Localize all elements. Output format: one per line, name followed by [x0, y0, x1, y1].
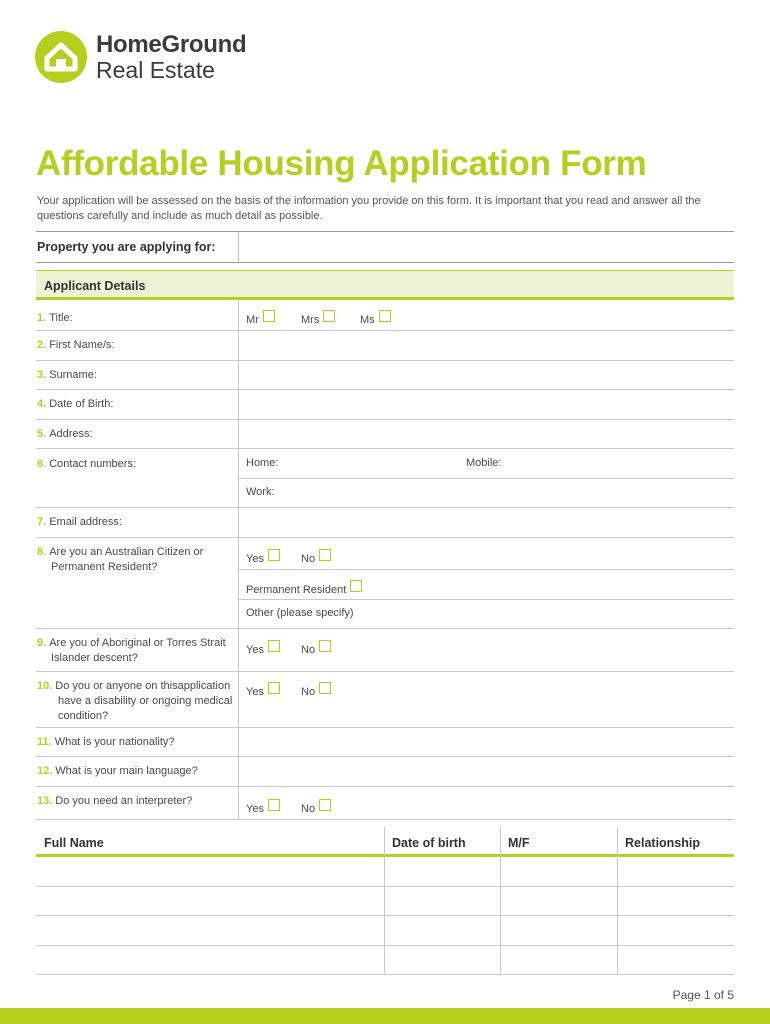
address-field[interactable]: [238, 420, 734, 449]
col-full-name: Full Name: [44, 836, 104, 850]
contact-numbers-fields: [238, 449, 734, 507]
label-interpreter: 13. Do you need an interpreter?: [37, 794, 193, 807]
interpreter-no-checkbox[interactable]: [319, 799, 331, 811]
home-phone-field[interactable]: Home:: [246, 457, 279, 469]
disability-options: [238, 672, 734, 727]
row-email: [36, 508, 734, 538]
brand-name: HomeGround: [96, 31, 247, 58]
first-name-field[interactable]: [238, 331, 734, 360]
citizenship-options: [238, 538, 734, 628]
label-aboriginal: 9. Are you of Aboriginal or Torres Strait Islander descent?: [37, 636, 226, 664]
mrs-checkbox[interactable]: [323, 310, 335, 322]
interpreter-yes-checkbox[interactable]: [268, 799, 280, 811]
household-members-table: [36, 827, 734, 975]
aboriginal-no: No: [301, 640, 331, 656]
label-main-language: 12. What is your main language?: [37, 765, 198, 777]
permanent-resident-row: [239, 570, 734, 600]
citizen-no-checkbox[interactable]: [319, 549, 331, 561]
label-surname: 3. Surname:: [37, 368, 97, 381]
permanent-resident-option: Permanent Resident: [246, 580, 362, 596]
date-of-birth-field[interactable]: [238, 390, 734, 419]
disability-no-checkbox[interactable]: [319, 682, 331, 694]
label-email: 7. Email address:: [37, 516, 122, 528]
other-specify-field[interactable]: Other (please specify): [246, 606, 354, 619]
label-first-name: 2. First Name/s:: [37, 339, 115, 351]
disability-yes-checkbox[interactable]: [268, 682, 280, 694]
aboriginal-yes: Yes: [246, 640, 280, 656]
aboriginal-yes-checkbox[interactable]: [268, 640, 280, 652]
row-date-of-birth: [36, 390, 734, 420]
interpreter-no: No: [301, 799, 331, 815]
home-mobile-row: [239, 449, 734, 479]
applicant-details-table: [36, 300, 734, 820]
option-mr: Mr: [246, 310, 275, 326]
row-citizenship: [36, 538, 734, 629]
option-mrs: Mrs: [301, 310, 335, 326]
brand-subtitle: Real Estate: [96, 57, 215, 83]
label-address: 5. Address:: [37, 427, 93, 440]
household-row[interactable]: [36, 946, 734, 976]
label-nationality: 11. What is your nationality?: [37, 735, 175, 748]
col-divider: [384, 827, 385, 857]
aboriginal-no-checkbox[interactable]: [319, 640, 331, 652]
mr-checkbox[interactable]: [263, 310, 275, 322]
interpreter-options: [238, 787, 734, 819]
label-contact-numbers: 6. Contact numbers:: [37, 458, 137, 470]
label-date-of-birth: 4. Date of Birth:: [37, 398, 114, 410]
col-divider: [617, 827, 618, 857]
disability-yes: Yes: [246, 682, 280, 698]
applicant-details-title: Applicant Details: [44, 279, 146, 293]
page-number: Page 1 of 5: [672, 988, 734, 1002]
row-nationality: [36, 728, 734, 758]
row-disability: [36, 672, 734, 728]
ms-checkbox[interactable]: [379, 310, 391, 322]
homeground-logo: [34, 30, 294, 86]
form-title: Affordable Housing Application Form: [36, 144, 647, 183]
row-contact-numbers: [36, 449, 734, 508]
label-citizenship: 8. Are you an Australian Citizen or Permanent Resident?: [37, 545, 204, 573]
applicant-details-header: [36, 270, 734, 300]
email-field[interactable]: [238, 508, 734, 537]
row-interpreter: [36, 787, 734, 820]
mobile-phone-field[interactable]: Mobile:: [466, 457, 502, 469]
citizen-yes: Yes: [246, 549, 280, 565]
footer-accent-bar: [0, 1008, 770, 1024]
permanent-resident-checkbox[interactable]: [350, 580, 362, 592]
household-row[interactable]: [36, 887, 734, 917]
citizen-no: No: [301, 549, 331, 565]
row-first-name: [36, 331, 734, 361]
surname-field[interactable]: [238, 361, 734, 390]
property-divider: [238, 232, 239, 263]
col-date-of-birth: Date of birth: [392, 836, 466, 850]
nationality-field[interactable]: [238, 728, 734, 757]
household-table-header: [36, 827, 734, 857]
property-label: Property you are applying for:: [37, 240, 216, 254]
row-main-language: [36, 757, 734, 787]
col-divider: [500, 827, 501, 857]
row-title: [36, 300, 734, 331]
option-ms: Ms: [360, 310, 391, 326]
work-phone-field[interactable]: Work:: [246, 485, 275, 498]
title-options: [238, 300, 734, 330]
row-surname: [36, 361, 734, 391]
aboriginal-options: [238, 629, 734, 671]
row-aboriginal: [36, 629, 734, 672]
household-row[interactable]: [36, 857, 734, 887]
household-row[interactable]: [36, 916, 734, 946]
main-language-field[interactable]: [238, 757, 734, 786]
other-specify-row: [239, 600, 734, 628]
col-gender: M/F: [508, 836, 530, 850]
col-relationship: Relationship: [625, 836, 701, 850]
label-disability: 10. Do you or anyone on thisapplication have a disability or ongoing medical condition?: [37, 679, 233, 722]
citizen-yes-no-row: [239, 538, 734, 570]
interpreter-yes: Yes: [246, 799, 280, 815]
form-intro: Your application will be assessed on the basis of the information you provide on this form. It is important that you read and answer all the questions carefully and include as much detail as possible.: [37, 195, 701, 222]
disability-no: No: [301, 682, 331, 698]
house-logo-icon: [34, 30, 88, 84]
citizen-yes-checkbox[interactable]: [268, 549, 280, 561]
work-row: [239, 479, 734, 509]
property-row: [36, 231, 734, 263]
row-address: [36, 420, 734, 450]
label-title: 1. Title:: [37, 312, 73, 324]
